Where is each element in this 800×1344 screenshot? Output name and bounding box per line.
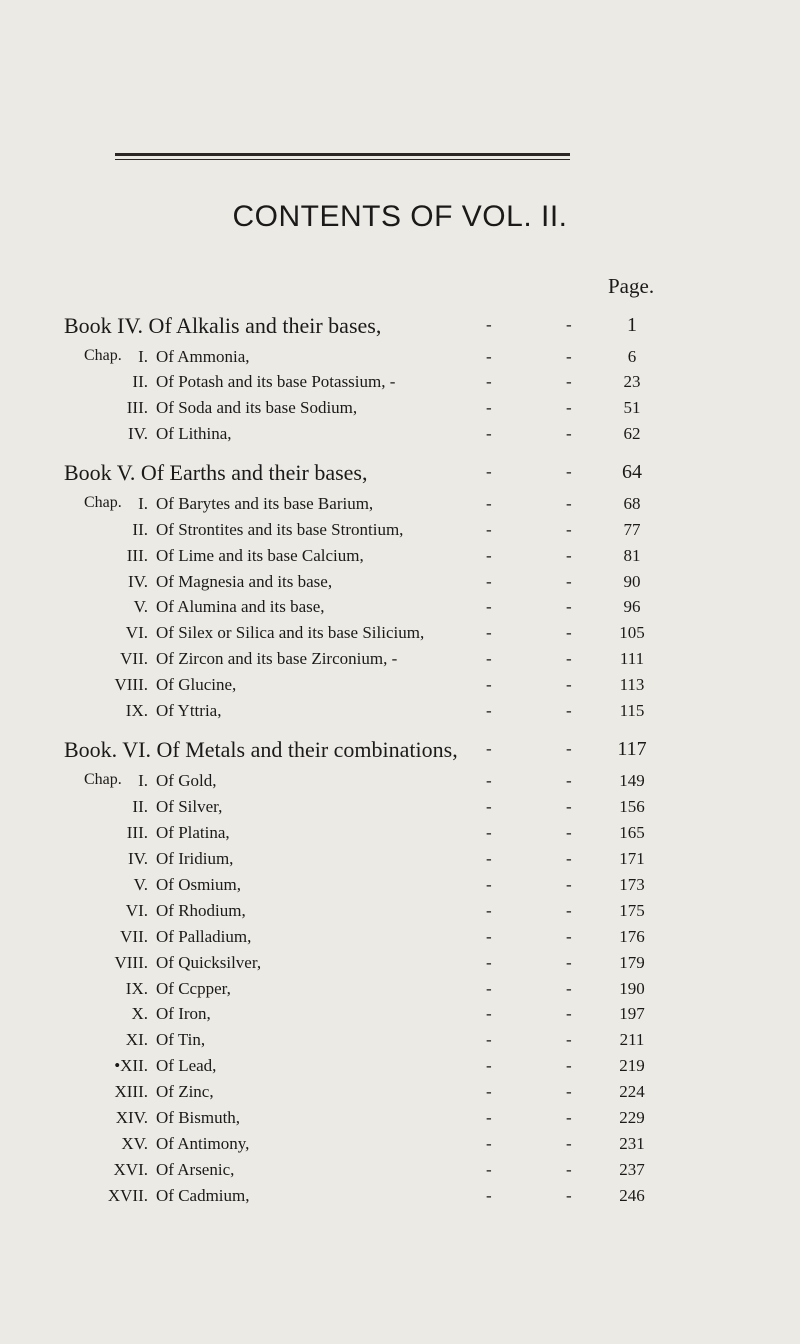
- page-number: 149: [619, 771, 645, 790]
- chapter-title: Of Strontites and its base Strontium,: [156, 520, 404, 539]
- page-number: 111: [619, 649, 645, 668]
- page-number: 175: [619, 901, 645, 920]
- page-number: 176: [619, 927, 645, 946]
- chapter-number: VII.: [120, 649, 148, 668]
- chapter-prefix: Chap.: [84, 771, 122, 788]
- chapter-title: Of Ccpper,: [156, 979, 231, 998]
- page-number: 96: [623, 597, 641, 616]
- chapter-number: IX.: [125, 979, 148, 998]
- chapter-number: XIII.: [114, 1082, 148, 1101]
- chapter-title: Of Tin,: [156, 1030, 206, 1049]
- leader-dash: -: [566, 797, 572, 816]
- chapter-title: Of Ammonia,: [156, 347, 250, 366]
- leader-dash: -: [486, 1160, 492, 1179]
- page-column-header: Page.: [608, 274, 655, 298]
- leader-dash: -: [486, 1030, 492, 1049]
- page-number: 1: [627, 314, 637, 336]
- page-number: 211: [619, 1030, 645, 1049]
- chapter-number: XI.: [125, 1030, 148, 1049]
- page-number: 229: [619, 1108, 645, 1127]
- page-number: 81: [623, 546, 641, 565]
- leader-dash: -: [566, 1004, 572, 1023]
- leader-dash: -: [566, 649, 572, 668]
- leader-dash: -: [486, 771, 492, 790]
- leader-dash: -: [566, 823, 572, 842]
- leader-dash: -: [566, 520, 572, 539]
- leader-dash: -: [486, 797, 492, 816]
- page-number: 113: [619, 675, 645, 694]
- chapter-number: X.: [131, 1004, 148, 1023]
- leader-dash: -: [486, 701, 492, 720]
- chapter-title: Of Bismuth,: [156, 1108, 241, 1127]
- chapter-title: Of Yttria,: [156, 701, 222, 720]
- chapter-number: VI.: [125, 901, 148, 920]
- leader-dash: -: [566, 546, 572, 565]
- chapter-title: Of Gold,: [156, 771, 217, 790]
- chapter-title: Of Iridium,: [156, 849, 234, 868]
- page-number: 68: [623, 494, 641, 513]
- leader-dash: -: [566, 1056, 572, 1075]
- chapter-title: Of Antimony,: [156, 1134, 250, 1153]
- page-number: 6: [627, 347, 637, 366]
- chapter-number: VII.: [120, 927, 148, 946]
- leader-dash: -: [486, 675, 492, 694]
- leader-dash: -: [486, 546, 492, 565]
- chapter-number: IX.: [125, 701, 148, 720]
- chapter-title: Of Iron,: [156, 1004, 211, 1023]
- chapter-title: Of Silex or Silica and its base Silicium,: [156, 623, 425, 642]
- leader-dash: -: [566, 901, 572, 920]
- page-number: 231: [619, 1134, 645, 1153]
- leader-dash: -: [486, 623, 492, 642]
- leader-dash: -: [566, 572, 572, 591]
- leader-dash: -: [566, 849, 572, 868]
- leader-dash: -: [566, 424, 572, 443]
- chapter-title: Of Quicksilver,: [156, 953, 262, 972]
- leader-dash: -: [486, 424, 492, 443]
- page-number: 219: [619, 1056, 645, 1075]
- page-number: 62: [623, 424, 641, 443]
- chapter-number: VI.: [125, 623, 148, 642]
- chapter-number: IV.: [128, 849, 148, 868]
- book-heading: Book V. Of Earths and their bases,: [64, 460, 368, 485]
- leader-dash: -: [566, 1108, 572, 1127]
- chapter-number: II.: [132, 372, 148, 391]
- chapter-title: Of Platina,: [156, 823, 230, 842]
- chapter-number: I.: [138, 771, 148, 790]
- leader-dash: -: [486, 372, 492, 391]
- chapter-number: II.: [132, 797, 148, 816]
- chapter-number: IV.: [128, 424, 148, 443]
- chapter-title: Of Potash and its base Potassium, -: [156, 372, 396, 391]
- leader-dash: -: [486, 462, 492, 481]
- page-title: CONTENTS OF VOL. II.: [232, 200, 568, 233]
- page-number: 246: [619, 1186, 645, 1205]
- chapter-number: •XII.: [114, 1056, 148, 1075]
- page-number: 171: [619, 849, 645, 868]
- leader-dash: -: [566, 1160, 572, 1179]
- chapter-number: XV.: [121, 1134, 148, 1153]
- chapter-title: Of Rhodium,: [156, 901, 246, 920]
- chapter-number: I.: [138, 494, 148, 513]
- chapter-title: Of Palladium,: [156, 927, 252, 946]
- chapter-title: Of Osmium,: [156, 875, 241, 894]
- leader-dash: -: [486, 347, 492, 366]
- leader-dash: -: [486, 649, 492, 668]
- chapter-number: XIV.: [115, 1108, 148, 1127]
- page-number: 165: [619, 823, 645, 842]
- leader-dash: -: [486, 901, 492, 920]
- chapter-number: VIII.: [114, 675, 148, 694]
- page-number: 156: [619, 797, 645, 816]
- chapter-title: Of Silver,: [156, 797, 223, 816]
- leader-dash: -: [566, 1186, 572, 1205]
- leader-dash: -: [566, 675, 572, 694]
- chapter-title: Of Glucine,: [156, 675, 237, 694]
- leader-dash: -: [566, 494, 572, 513]
- leader-dash: -: [566, 875, 572, 894]
- leader-dash: -: [566, 771, 572, 790]
- chapter-number: II.: [132, 520, 148, 539]
- leader-dash: -: [566, 315, 572, 334]
- chapter-title: Of Zinc,: [156, 1082, 214, 1101]
- page-number: 115: [619, 701, 645, 720]
- chapter-title: Of Lead,: [156, 1056, 217, 1075]
- page-number: 224: [619, 1082, 645, 1101]
- leader-dash: -: [486, 315, 492, 334]
- leader-dash: -: [566, 1030, 572, 1049]
- page-number: 117: [617, 738, 647, 760]
- leader-dash: -: [486, 953, 492, 972]
- chapter-number: XVI.: [113, 1160, 148, 1179]
- leader-dash: -: [486, 849, 492, 868]
- chapter-title: Of Arsenic,: [156, 1160, 235, 1179]
- leader-dash: -: [486, 1082, 492, 1101]
- leader-dash: -: [566, 372, 572, 391]
- chapter-prefix: Chap.: [84, 347, 122, 364]
- chapter-prefix: Chap.: [84, 494, 122, 511]
- leader-dash: -: [486, 823, 492, 842]
- leader-dash: -: [566, 979, 572, 998]
- leader-dash: -: [486, 1004, 492, 1023]
- chapter-number: III.: [126, 398, 148, 417]
- leader-dash: -: [486, 979, 492, 998]
- leader-dash: -: [486, 597, 492, 616]
- leader-dash: -: [566, 953, 572, 972]
- leader-dash: -: [566, 1134, 572, 1153]
- leader-dash: -: [486, 1056, 492, 1075]
- chapter-title: Of Alumina and its base,: [156, 597, 325, 616]
- leader-dash: -: [486, 1108, 492, 1127]
- page-number: 51: [623, 398, 641, 417]
- leader-dash: -: [486, 398, 492, 417]
- book-heading: Book IV. Of Alkalis and their bases,: [64, 313, 382, 338]
- page-number: 237: [619, 1160, 645, 1179]
- leader-dash: -: [566, 701, 572, 720]
- page-number: 90: [623, 572, 641, 591]
- chapter-number: VIII.: [114, 953, 148, 972]
- chapter-number: III.: [126, 823, 148, 842]
- leader-dash: -: [486, 1186, 492, 1205]
- leader-dash: -: [486, 875, 492, 894]
- leader-dash: -: [566, 1082, 572, 1101]
- leader-dash: -: [566, 597, 572, 616]
- page-number: 197: [619, 1004, 645, 1023]
- leader-dash: -: [486, 494, 492, 513]
- chapter-title: Of Lithina,: [156, 424, 232, 443]
- leader-dash: -: [566, 398, 572, 417]
- page-number: 173: [619, 875, 645, 894]
- page-number: 190: [619, 979, 645, 998]
- chapter-number: XVII.: [107, 1186, 148, 1205]
- leader-dash: -: [486, 520, 492, 539]
- chapter-number: IV.: [128, 572, 148, 591]
- chapter-title: Of Zircon and its base Zirconium, -: [156, 649, 398, 668]
- leader-dash: -: [566, 739, 572, 758]
- leader-dash: -: [486, 739, 492, 758]
- leader-dash: -: [486, 927, 492, 946]
- page-number: 179: [619, 953, 645, 972]
- leader-dash: -: [566, 347, 572, 366]
- chapter-number: I.: [138, 347, 148, 366]
- chapter-number: V.: [133, 875, 148, 894]
- chapter-title: Of Lime and its base Calcium,: [156, 546, 364, 565]
- chapter-title: Of Soda and its base Sodium,: [156, 398, 358, 417]
- chapter-number: III.: [126, 546, 148, 565]
- leader-dash: -: [486, 572, 492, 591]
- page-number: 64: [622, 461, 642, 483]
- chapter-title: Of Magnesia and its base,: [156, 572, 333, 591]
- chapter-title: Of Barytes and its base Barium,: [156, 494, 374, 513]
- leader-dash: -: [566, 623, 572, 642]
- book-heading: Book. VI. Of Metals and their combinations,: [64, 737, 458, 762]
- page-number: 77: [623, 520, 641, 539]
- page-number: 105: [619, 623, 645, 642]
- chapter-number: V.: [133, 597, 148, 616]
- chapter-title: Of Cadmium,: [156, 1186, 250, 1205]
- leader-dash: -: [486, 1134, 492, 1153]
- leader-dash: -: [566, 462, 572, 481]
- leader-dash: -: [566, 927, 572, 946]
- page-number: 23: [623, 372, 641, 391]
